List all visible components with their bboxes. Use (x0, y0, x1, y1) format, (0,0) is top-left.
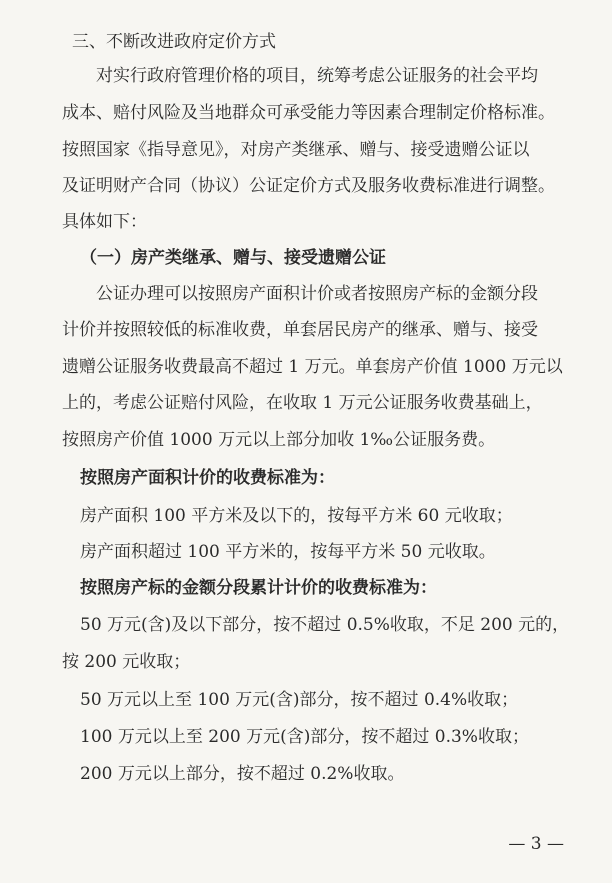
body-line-2: 计价并按照较低的标准收费，单套居民房产的继承、赠与、接受 (62, 320, 538, 340)
value-pricing-line-4: 100 万元以上至 200 万元(含)部分，按不超过 0.3%收取； (80, 727, 529, 747)
intro-line-3: 按照国家《指导意见》，对房产类继承、赠与、接受遗赠公证以 (62, 140, 530, 160)
area-pricing-item-2: 房产面积超过 100 平方米的，按每平方米 50 元收取。 (80, 542, 496, 562)
value-pricing-line-1: 50 万元(含)及以下部分，按不超过 0.5%收取，不足 200 元的， (80, 615, 570, 635)
body-line-1: 公证办理可以按照房产面积计价或者按照房产标的金额分段 (96, 284, 538, 304)
area-pricing-item-1: 房产面积 100 平方米及以下的，按每平方米 60 元收取； (80, 506, 513, 526)
value-pricing-line-3: 50 万元以上至 100 万元(含)部分，按不超过 0.4%收取； (80, 690, 519, 710)
value-pricing-line-2: 按 200 元收取； (62, 652, 191, 672)
intro-line-4: 及证明财产合同（协议）公证定价方式及服务收费标准进行调整。 (62, 176, 555, 196)
page-number: — 3 — (508, 834, 564, 854)
intro-line-1: 对实行政府管理价格的项目，统筹考虑公证服务的社会平均 (96, 66, 538, 86)
value-pricing-line-5: 200 万元以上部分，按不超过 0.2%收取。 (80, 764, 405, 784)
value-pricing-heading: 按照房产标的金额分段累计计价的收费标准为： (80, 578, 437, 598)
subsection-heading: （一）房产类继承、赠与、接受遗赠公证 (80, 248, 386, 268)
section-heading: 三、不断改进政府定价方式 (72, 32, 276, 52)
body-line-3: 遗赠公证服务收费最高不超过 1 万元。单套房产价值 1000 万元以 (62, 357, 563, 377)
area-pricing-heading: 按照房产面积计价的收费标准为： (80, 468, 335, 488)
body-line-4: 上的，考虑公证赔付风险，在收取 1 万元公证服务收费基础上， (62, 393, 543, 413)
intro-line-2: 成本、赔付风险及当地群众可承受能力等因素合理制定价格标准。 (62, 103, 555, 123)
intro-line-5: 具体如下： (62, 212, 147, 232)
body-line-5: 按照房产价值 1000 万元以上部分加收 1‰公证服务费。 (62, 430, 496, 450)
